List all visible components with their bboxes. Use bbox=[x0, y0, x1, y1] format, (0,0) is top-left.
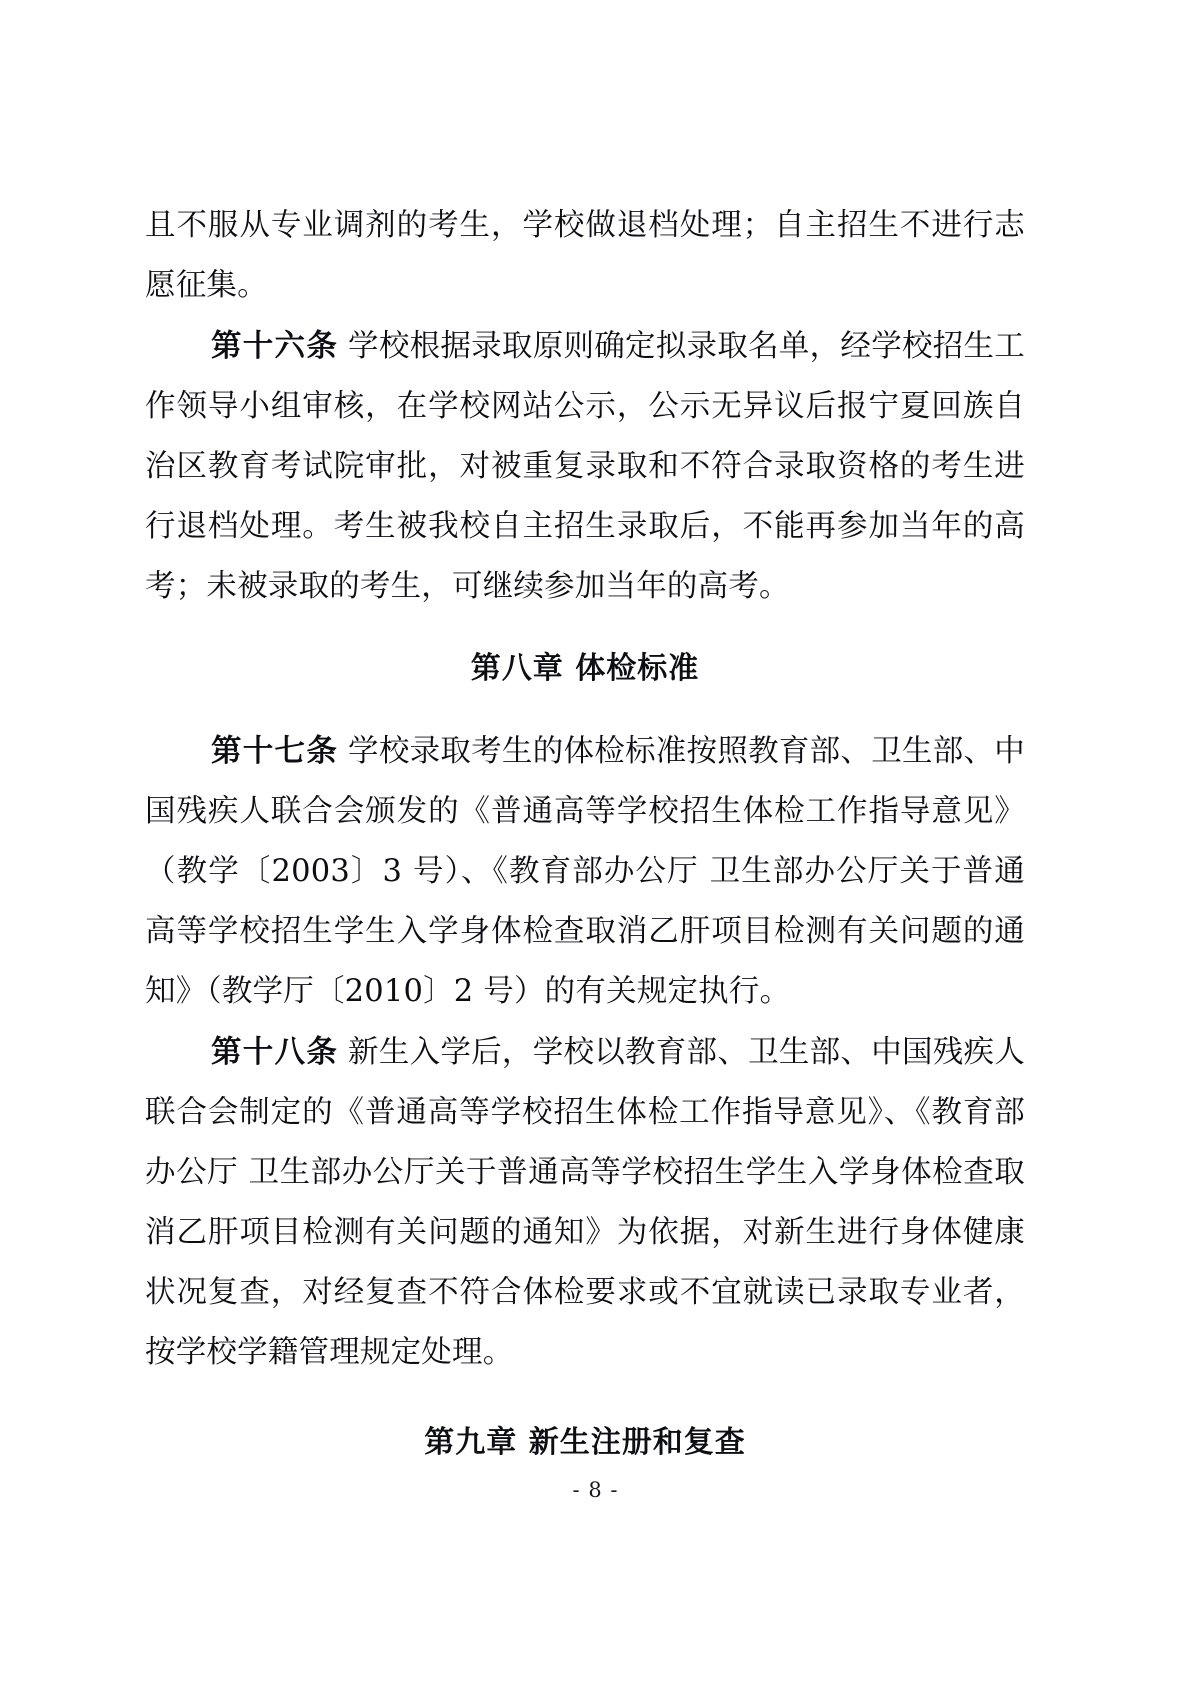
chapter-8-heading: 第八章 体检标准 bbox=[470, 651, 700, 686]
page-number-footer: - 8 - bbox=[572, 1478, 619, 1502]
article-18-paragraph bbox=[145, 1022, 1025, 1383]
spacer-after-chapter-8 bbox=[145, 699, 1025, 721]
spacer-before-chapter-9 bbox=[145, 1383, 1025, 1413]
article-16-marker: 第十六条 bbox=[211, 328, 339, 364]
spacer-before-chapter-8 bbox=[145, 617, 1025, 639]
article-16-text: 学校根据录取原则确定拟录取名单，经学校招生工作领导小组审核，在学校网站公示，公示无异议后报宁夏回族自治区教育考试院审批，对被重复录取和不符合录取资格的考生进行退档处理。考生被我校自主招生录取后，不能再参加当年的高考；未被录取的考生，可继续参加当年的高考。 bbox=[145, 329, 1025, 604]
chapter-9-heading: 第九章 新生注册和复查 bbox=[424, 1425, 746, 1460]
article-16-paragraph bbox=[145, 316, 1025, 617]
article-17-text: 学校录取考生的体检标准按照教育部、卫生部、中国残疾人联合会颁发的《普通高等学校招生体检工作指导意见》（教学〔2003〕3 号）、《教育部办公厅 卫生部办公厅关于普通高等学校招生学生入学身体检查取消乙肝项目检测有关问题的通知》（教学厅〔2010〕2 号）的有关规定执行。 bbox=[145, 734, 1025, 1009]
paragraph-continuation: 且不服从专业调剂的考生，学校做退档处理；自主招生不进行志愿征集。 bbox=[145, 208, 1025, 303]
article-17-marker: 第十七条 bbox=[211, 733, 339, 769]
article-17-paragraph bbox=[145, 721, 1025, 1022]
article-18-text: 新生入学后，学校以教育部、卫生部、中国残疾人联合会制定的《普通高等学校招生体检工作指导意见》、《教育部办公厅 卫生部办公厅关于普通高等学校招生学生入学身体检查取消乙肝项目检测有关问题的通知》为依据，对新生进行身体健康状况复查，对经复查不符合体检要求或不宜就读已录取专业者，按学校学籍管理规定处理。 bbox=[145, 1035, 1025, 1370]
article-18-marker: 第十八条 bbox=[211, 1034, 339, 1070]
document-body bbox=[145, 196, 1025, 1473]
